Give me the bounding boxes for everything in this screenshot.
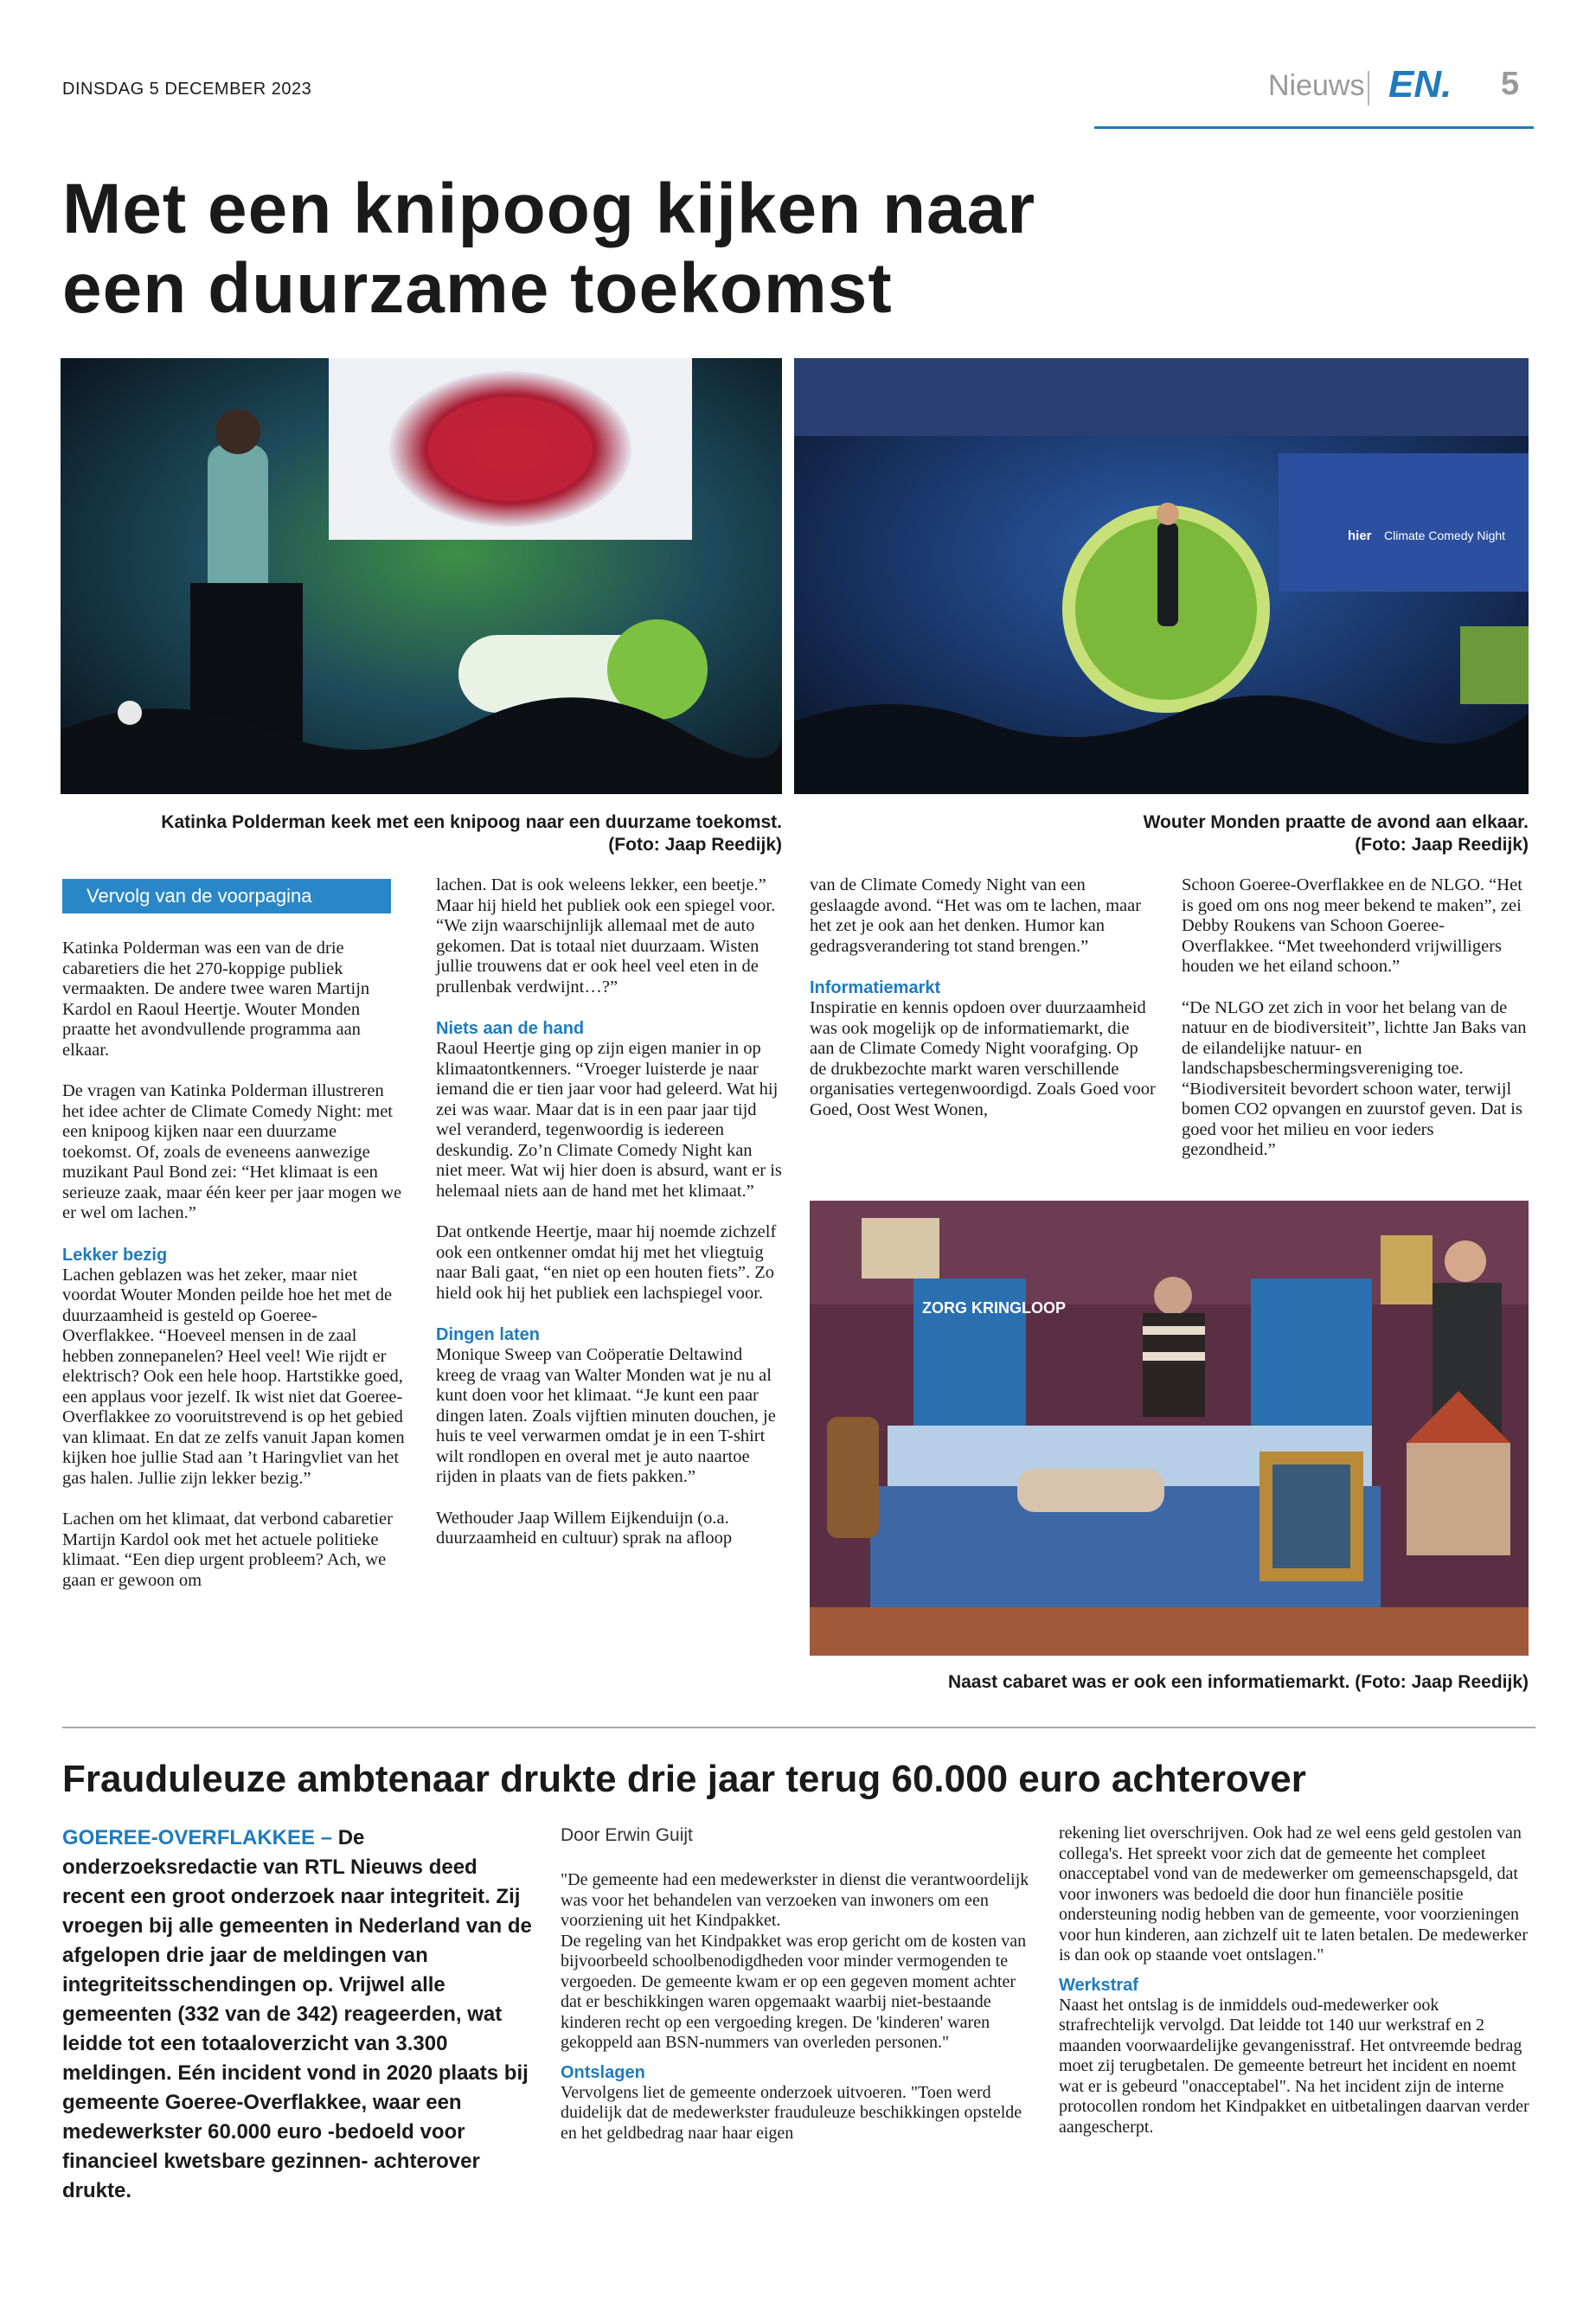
photo2-caption-text: Wouter Monden praatte de avond aan elkaar. xyxy=(1143,812,1529,832)
dateline-place: GOEREE-OVERFLAKKEE – xyxy=(62,1826,333,1849)
article-title-line-1: Met een knipoog kijken naar xyxy=(62,170,1036,248)
header-separator xyxy=(1368,71,1369,106)
article-title-line-2: een duurzame toekomst xyxy=(62,249,893,328)
continued-from-front-tag: Vervolg van de voorpagina xyxy=(62,879,391,913)
paragraph: Monique Sweep van Coöperatie Deltawind kreeg de vraag van Walter Monden wat je nu al kunt doen voor het klimaat. “Je kunt een paar dingen laten. Zoals vijftien minuten douchen, je huis te veel verwarmen omdat je in een T-shirt wilt rondlopen en overal met je auto naartoe rijden in plaats van de fiets pakken.” xyxy=(436,1345,776,1486)
article-column-1 xyxy=(62,939,408,1612)
subheading: Werkstraf xyxy=(1059,1975,1138,1995)
photo-informatiemarkt xyxy=(810,1201,1529,1656)
article-divider xyxy=(62,1727,1535,1728)
screen-event-title: Climate Comedy Night xyxy=(1384,529,1506,542)
subheading: Niets aan de hand xyxy=(436,1019,585,1038)
edition-date: DINSDAG 5 DECEMBER 2023 xyxy=(62,80,312,99)
article2-column-b xyxy=(1059,1823,1535,2146)
paragraph: Schoon Goeree-Overflakkee en de NLGO. “Het is goed om ons nog meer bekend te maken”, zei Debby Roukens van Schoon Goeree-Overflakkee. “Met tweehonderd vrijwilligers houden we het eiland schoon.” xyxy=(1182,875,1522,976)
article2-column-a xyxy=(561,1870,1041,2152)
logo-text: EN. xyxy=(1388,63,1452,106)
section-label: Nieuws xyxy=(1268,69,1365,102)
screen-logo: hier xyxy=(1348,529,1372,543)
paragraph: Naast het ontslag is de inmiddels oud-medewerker ook strafrechtelijk vervolgd. Dat leidde tot 140 uur werkstraf en 2 maanden voorwaardelijke gevangenisstraf. Het ontvreemde bedrag moet zij terugbetalen. De gemeente betreurt het incident en noemt wat er is gebeurd "onacceptabel". Na het incident zijn de interne protocollen rondom het Kindpakket en uitbetalingen daarvan verder aangescherpt. xyxy=(1059,1995,1529,2137)
paragraph: De regeling van het Kindpakket was erop gericht om de kosten van bijvoorbeeld schoolbenodigdheden voor minder vermogenden te vergoeden. De gemeente kwam er op een gegeven moment achter dat er beschikkingen waren opgemaakt waarbij niet-bestaande kinderen recht op een vergoeding kregen. De 'kinderen' waren gekoppeld aan BSN-nummers van overleden personen." xyxy=(561,1931,1027,2052)
paragraph: Lachen om het klimaat, dat verbond cabaretier Martijn Kardol ook met het actuele politieke klimaat. “Een diep urgent probleem? Ach, we gaan er gewoon om xyxy=(62,1509,393,1590)
newspaper-logo xyxy=(1388,62,1458,106)
lead-text: De onderzoeksredactie van RTL Nieuws deed recent een groot onderzoek naar integriteit. Zij vroegen bij alle gemeenten in Nederland van de afgelopen drie jaar de meldingen van integriteitsschendingen op. Vrijwel alle gemeenten (332 van de 342) reageerden, wat leidde tot een totaaloverzicht van 3.300 meldingen. Eén incident vond in 2020 plaats bij gemeente Goeree-Overflakkee, waar een medewerkster 60.000 euro -bedoeld voor financieel kwetsbare gezinnen- achterover drukte. xyxy=(62,1826,532,2202)
subheading: Informatiemarkt xyxy=(810,978,941,997)
photo1-credit: (Foto: Jaap Reedijk) xyxy=(608,835,782,855)
article2-byline: Door Erwin Guijt xyxy=(561,1825,693,1845)
photo1-caption-text: Katinka Polderman keek met een knipoog naar een duurzame toekomst. xyxy=(161,812,782,832)
article2-lead xyxy=(62,1823,542,2206)
header-rule xyxy=(1094,126,1534,129)
page-number: 5 xyxy=(1501,66,1520,102)
paragraph: Dat ontkende Heertje, maar hij noemde zichzelf ook een ontkenner omdat hij met het vliegtuig naar Bali gaat, “en niet op een houten fiets”. Zo hield ook hij het publiek een lachspiegel voor. xyxy=(436,1222,777,1303)
photo2-caption xyxy=(794,811,1529,856)
photo-katinka-polderman xyxy=(61,358,782,794)
subheading: Lekker bezig xyxy=(62,1245,168,1265)
article-column-3 xyxy=(810,875,1156,1120)
article-column-4 xyxy=(1182,875,1532,1182)
paragraph: De vragen van Katinka Polderman illustreren het idee achter de Climate Comedy Night: met een knipoog kijken naar een duurzame toekomst. Of, zoals de eveneens aanwezige muzikant Paul Bond zei: “Het klimaat is een serieuze zaak, maar één keer per jaar mogen we er wel om lachen.” xyxy=(62,1081,402,1222)
paragraph: Lachen geblazen was het zeker, maar niet voordat Wouter Monden peilde hoe het met de duurzaamheid is gesteld op Goeree-Overflakkee. “Hoeveel mensen in de zaal hebben zonnepanelen? Heel veel! Wie rijdt er elektrisch? Ook een hele hoop. Hartstikke goed, een applaus voor jezelf. Ik wist niet dat Goeree-Overflakkee zo vooruitstrevend is op het gebied van klimaat. En dat ze zelfs vanuit Japan komen kijken hoe jullie Stad aan ’t Haringvliet van het gas halen. Jullie zijn lekker bezig.” xyxy=(62,1265,405,1488)
paragraph: Inspiratie en kennis opdoen over duurzaamheid was ook mogelijk op de informatiemarkt, die aan de Climate Comedy Night voorafging. Op de drukbezochte markt waren verschillende organisaties vertegenwoordigd. Zoals Goed voor Goed, Oost West Wonen, xyxy=(810,998,1156,1119)
paragraph: Katinka Polderman was een van de drie cabaretiers die het 270-koppige publiek vermaakten. De andere twee waren Martijn Kardol en Raoul Heertje. Wouter Monden praatte het avondvullende programma aan elkaar. xyxy=(62,939,370,1060)
paragraph: van de Climate Comedy Night van een geslaagde avond. “Het was om te lachen, maar het zet je ook aan het denken. Humor kan gedragsverandering tot stand brengen.” xyxy=(810,875,1142,956)
paragraph: Wethouder Jaap Willem Eijkenduijn (o.a. duurzaamheid en cultuur) sprak na afloop xyxy=(436,1508,733,1548)
subheading: Ontslagen xyxy=(561,2062,645,2082)
paragraph: Vervolgens liet de gemeente onderzoek uitvoeren. "Toen werd duidelijk dat de medewerkster frauduleuze beschikkingen opstelde en het geldbedrag naar haar eigen xyxy=(561,2082,1022,2143)
paragraph: “De NLGO zet zich in voor het belang van de natuur en de biodiversiteit”, lichtte Jan Baks van de eilandelijke natuur- en landschapsbeschermingsvereniging toe. “Biodiversiteit bevordert schoon water, terwijl bomen CO2 opvangen en zuurstof geven. Dat is goed voor het milieu en voor ieders gezondheid.” xyxy=(1182,997,1527,1159)
stand-sign-left: ZORG KRINGLOOP xyxy=(922,1299,1066,1317)
paragraph: "De gemeente had een medewerkster in dienst die verantwoordelijk was voor het behandelen van verzoeken van inwoners om een voorziening uit het Kindpakket. xyxy=(561,1870,1029,1930)
paragraph: rekening liet overschrijven. Ook had ze wel eens geld gestolen van collega's. Het spreekt voor zich dat de gemeente het compleet onacceptabel vond van de medewerker om gemeenschapsgeld, dat voor inwoners was bedoeld die door hun financiële positie ondersteuning nodig hebben van de gemeente, voor voorzieningen voor hun kinderen, aan zichzelf uit te laten betalen. De medewerker is dan ook op staande voet ontslagen." xyxy=(1059,1823,1528,1965)
article-column-2 xyxy=(436,875,782,1570)
subheading: Dingen laten xyxy=(436,1325,541,1344)
photo3-caption: Naast cabaret was er ook een informatiemarkt. (Foto: Jaap Reedijk) xyxy=(947,1672,1529,1692)
paragraph: Raoul Heertje ging op zijn eigen manier in op klimaatontkenners. “Vroeger luisterde je naar iemand die er tien jaar voor had geleerd. Wat hij zei was waar. Maar dat is in een paar jaar tijd wel veranderd, tegenwoordig is iedereen deskundig. Zo’n Climate Comedy Night kan niet meer. Wat wij hier doen is absurd, want er is helemaal niets aan de hand met het klimaat.” xyxy=(436,1039,782,1201)
article-title xyxy=(62,170,1360,329)
photo-wouter-monden xyxy=(794,358,1529,794)
photo2-credit: (Foto: Jaap Reedijk) xyxy=(1355,835,1529,855)
photo1-caption xyxy=(61,811,782,856)
paragraph: lachen. Dat is ook weleens lekker, een beetje.” Maar hij hield het publiek ook een spiegel voor. “We zijn waarschijnlijk allemaal met de auto gekomen. Dat is totaal niet duurzaam. Wisten jullie trouwens dat er ook heel veel eten in de prullenbak verdwijnt…?” xyxy=(436,875,776,997)
article2-title: Frauduleuze ambtenaar drukte drie jaar terug 60.000 euro achterover xyxy=(62,1758,1306,1800)
